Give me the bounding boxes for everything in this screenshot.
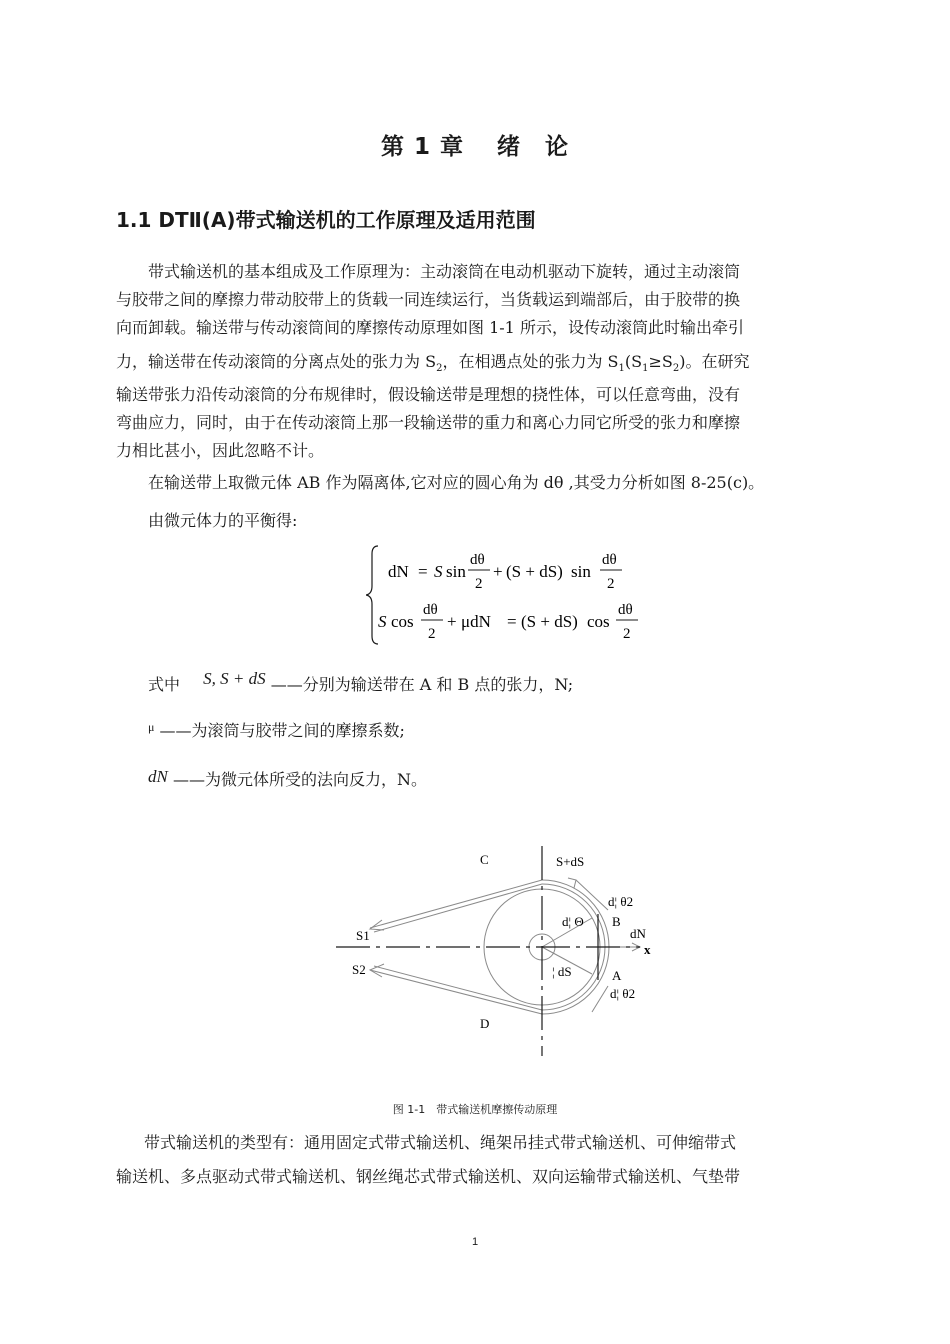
belt-upper-inner [374,884,542,932]
eq2-frac2-den: 2 [623,626,631,642]
subscript: 2 [436,363,443,375]
eq1-frac2-num: dθ [602,552,617,568]
friction-drive-figure [330,840,670,1060]
eq2-frac2-num: dθ [618,602,633,618]
label-D: D [480,1016,490,1031]
belt-upper [370,880,542,928]
symbol: S, S + dS [203,669,266,688]
eq2-mudN: μdN [461,612,491,631]
paragraph-working-principle [116,258,860,465]
eq2-SdS: (S + dS) [521,612,578,631]
label-S1: S1 [356,928,370,943]
symbol-desc: ——为微元体所受的法向反力，N。 [172,770,427,789]
eq1-frac1-den: 2 [475,576,483,592]
section-title: 1.1 DTⅡ(A)带式输送机的工作原理及适用范围 [116,208,536,232]
equation-system [366,540,666,650]
eq1-lhs: dN [388,562,409,581]
eq2-plus: + [447,612,457,631]
symbol: dN [148,767,168,786]
text-fragment: )。在研究 [679,352,750,371]
paragraph-line: 弯曲应力，同时，由于在传动滚筒上那一段输送带的重力和离心力同它所受的张力和摩擦 [116,413,741,433]
symbol-definition [148,669,574,695]
paragraph-line: 输送机、多点驱动式带式输送机、钢丝绳芯式带式输送机、双向运输带式输送机、气垫带 [116,1167,741,1186]
eq1-sin2: sin [571,562,591,581]
paragraph-line: 力相比甚小，因此忽略不计。 [116,441,325,461]
symbol-prefix: 式中 [148,675,181,694]
paragraph-balance: 由微元体力的平衡得: [148,511,298,530]
eq2-cos2: cos [587,612,610,631]
label-dN: dN [630,926,646,941]
eq2-S: S [378,612,387,631]
paragraph-line: 向而卸载。输送带与传动滚筒间的摩擦传动原理如图 1-1 所示，设传动滚筒此时输出牵引 [116,318,744,337]
chapter-title: 第 1 章 绪 论 [380,134,570,160]
symbol-definition [148,767,427,790]
paragraph-micro-element: 在输送带上取微元体 AB 作为隔离体,它对应的圆心角为 dθ ,其受力分析如图 8-25(c)。 [148,473,765,492]
eq2-cos: cos [391,612,414,631]
symbol-definition [148,718,405,741]
text-fragment: ≥S [648,352,673,371]
eq1-S: S [434,562,443,581]
belt-lower-inner [374,966,542,1010]
subscript: 1 [618,363,625,375]
label-dS: ¦ dS [552,964,572,979]
paragraph-line: 带式输送机的类型有：通用固定式带式输送机、绳架吊挂式带式输送机、可伸缩带式 [144,1133,737,1152]
paragraph-conveyor-types [116,1126,876,1194]
arrow-tangent-top [576,880,608,910]
paragraph-line: 与胶带之间的摩擦力带动胶带上的货载一同连续运行，当货载运到端部后，由于胶带的换 [116,290,741,309]
symbol-desc: ——为滚筒与胶带之间的摩擦系数; [159,721,405,740]
subscript: 2 [672,363,680,375]
symbol-desc: ——分别为输送带在 A 和 B 点的张力，N; [270,675,574,694]
eq2-equals: = [507,612,517,631]
eq1-SdS: (S + dS) [506,562,563,581]
text-fragment: ，在相遇点处的张力为 S [442,352,619,371]
figure-caption: 图 1-1 带式输送机摩擦传动原理 [392,1103,558,1116]
label-B: B [612,914,621,929]
label-C: C [480,852,489,867]
page-number: 1 [471,1236,479,1248]
subscript: 1 [642,363,649,375]
belt-lower [370,970,542,1014]
paragraph-line-tensions [116,348,860,383]
label-SdS: S+dS [556,854,585,869]
arrow-tangent-bottom [592,986,608,1012]
label-A: A [612,968,622,983]
text-fragment: (S [624,352,643,371]
eq1-equals: = [418,562,428,581]
label-dtheta: d¦ Θ [562,914,584,929]
label-dtheta-half-bottom: d¦ θ2 [610,986,636,1001]
eq1-frac1-num: dθ [470,552,485,568]
label-x: x [644,942,651,957]
brace [366,546,378,644]
text-fragment: 力，输送带在传动滚筒的分离点处的张力为 S [116,352,437,371]
label-dtheta-half-top: d¦ θ2 [608,894,634,909]
eq2-frac1-den: 2 [428,626,436,642]
eq1-sin: sin [446,562,466,581]
paragraph-line: 带式输送机的基本组成及工作原理为：主动滚筒在电动机驱动下旋转，通过主动滚筒 [148,262,741,281]
eq1-plus: + [493,562,503,581]
paragraph-line: 输送带张力沿传动滚筒的分布规律时，假设输送带是理想的挠性体，可以任意弯曲，没有 [116,385,741,405]
symbol: μ [148,720,155,734]
eq1-frac2-den: 2 [607,576,615,592]
eq2-frac1-num: dθ [423,602,438,618]
label-S2: S2 [352,962,366,977]
